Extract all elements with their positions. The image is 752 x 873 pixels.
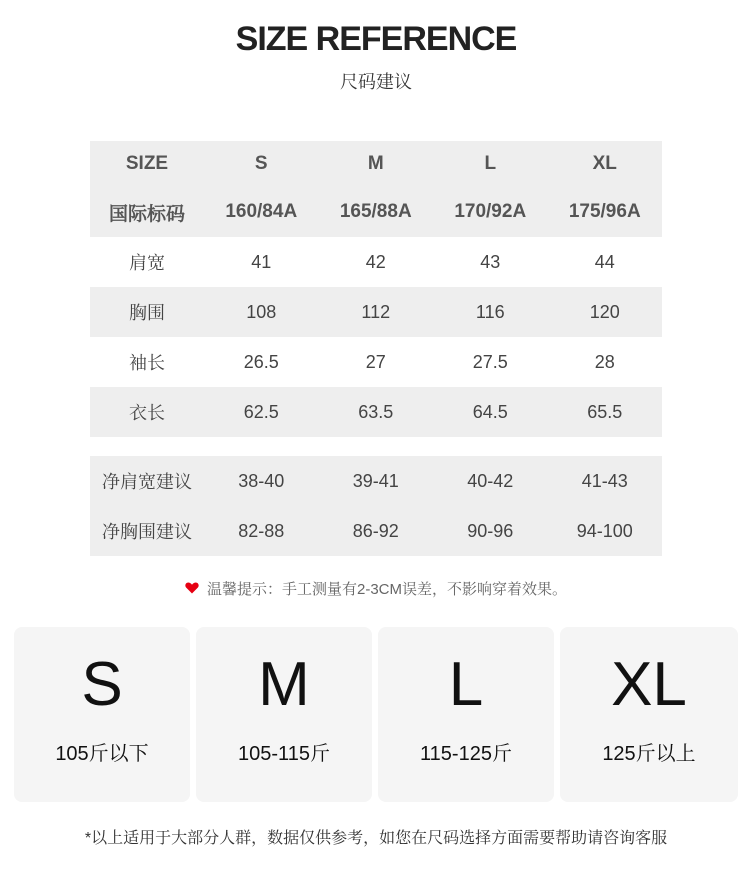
table-row <box>90 287 662 337</box>
table-cell: 120 <box>589 301 620 322</box>
table-header-cell: M <box>367 153 384 174</box>
heart-icon <box>185 581 199 593</box>
table-intl-row <box>90 187 662 237</box>
table-cell: 94-100 <box>576 520 633 541</box>
table-cell: 170/92A <box>454 201 527 222</box>
table-cell: 27 <box>365 351 386 372</box>
size-card-m <box>196 627 372 802</box>
table-cell: 63.5 <box>358 401 394 422</box>
table-header-cell: S <box>254 153 268 174</box>
table-cell: 175/96A <box>568 201 641 222</box>
table-cell: 41-43 <box>581 470 628 491</box>
size-card-letter: M <box>258 650 310 719</box>
table-cell: 胸围 <box>129 303 165 323</box>
size-card-l <box>378 627 554 802</box>
table-cell: 净胸围建议 <box>102 522 192 542</box>
size-table <box>90 141 662 556</box>
table-cell: 袖长 <box>129 353 165 373</box>
table-cell: 64.5 <box>472 401 508 422</box>
size-cards <box>14 627 738 802</box>
size-card-letter: L <box>448 650 484 719</box>
table-cell: 62.5 <box>243 401 279 422</box>
table-header-cell: XL <box>592 153 617 174</box>
page-subtitle: 尺码建议 <box>340 72 412 92</box>
table-header-cell: L <box>484 153 497 174</box>
table-advice-row <box>90 506 662 556</box>
footnote: *以上适用于大部分人群，数据仅供参考，如您在尺码选择方面需要帮助请咨询客服 <box>84 830 668 847</box>
table-cell: 108 <box>246 301 277 322</box>
table-cell: 39-41 <box>352 470 399 491</box>
table-cell: 43 <box>480 251 501 272</box>
table-row <box>90 387 662 437</box>
size-card-weight-range: 105-115斤 <box>238 743 330 765</box>
table-cell: 44 <box>594 251 615 272</box>
size-card-weight-range: 105斤以下 <box>55 743 149 765</box>
size-card-letter: XL <box>611 650 687 719</box>
table-cell: 165/88A <box>339 201 412 222</box>
table-cell: 82-88 <box>238 520 285 541</box>
table-row <box>90 237 662 287</box>
table-cell: 国际标码 <box>108 203 185 225</box>
measurement-tip <box>0 578 752 599</box>
tip-text: 温馨提示：手工测量有2-3CM误差，不影响穿着效果。 <box>206 581 567 598</box>
table-header-cell: SIZE <box>125 153 169 174</box>
table-spacer <box>90 437 662 456</box>
table-cell: 27.5 <box>472 351 508 372</box>
table-cell: 42 <box>365 251 386 272</box>
table-cell: 衣长 <box>129 403 165 423</box>
table-cell: 肩宽 <box>129 253 165 273</box>
table-advice-row <box>90 456 662 506</box>
table-header-row <box>90 141 662 187</box>
table-cell: 112 <box>361 301 391 322</box>
size-card-weight-range: 115-125斤 <box>420 743 512 765</box>
table-cell: 40-42 <box>467 470 514 491</box>
size-card-weight-range: 125斤以上 <box>602 743 696 765</box>
table-cell: 116 <box>475 301 505 322</box>
table-cell: 86-92 <box>352 520 399 541</box>
table-cell: 38-40 <box>238 470 285 491</box>
size-card-s <box>14 627 190 802</box>
size-card-letter: S <box>81 650 123 719</box>
table-cell: 90-96 <box>467 520 514 541</box>
table-cell: 41 <box>251 251 272 272</box>
table-cell: 净肩宽建议 <box>102 472 192 492</box>
table-cell: 65.5 <box>587 401 623 422</box>
table-row <box>90 337 662 387</box>
table-cell: 26.5 <box>243 351 279 372</box>
page-title: SIZE REFERENCE <box>235 20 517 58</box>
size-card-xl <box>560 627 738 802</box>
table-cell: 28 <box>594 351 615 372</box>
table-cell: 160/84A <box>225 201 298 222</box>
